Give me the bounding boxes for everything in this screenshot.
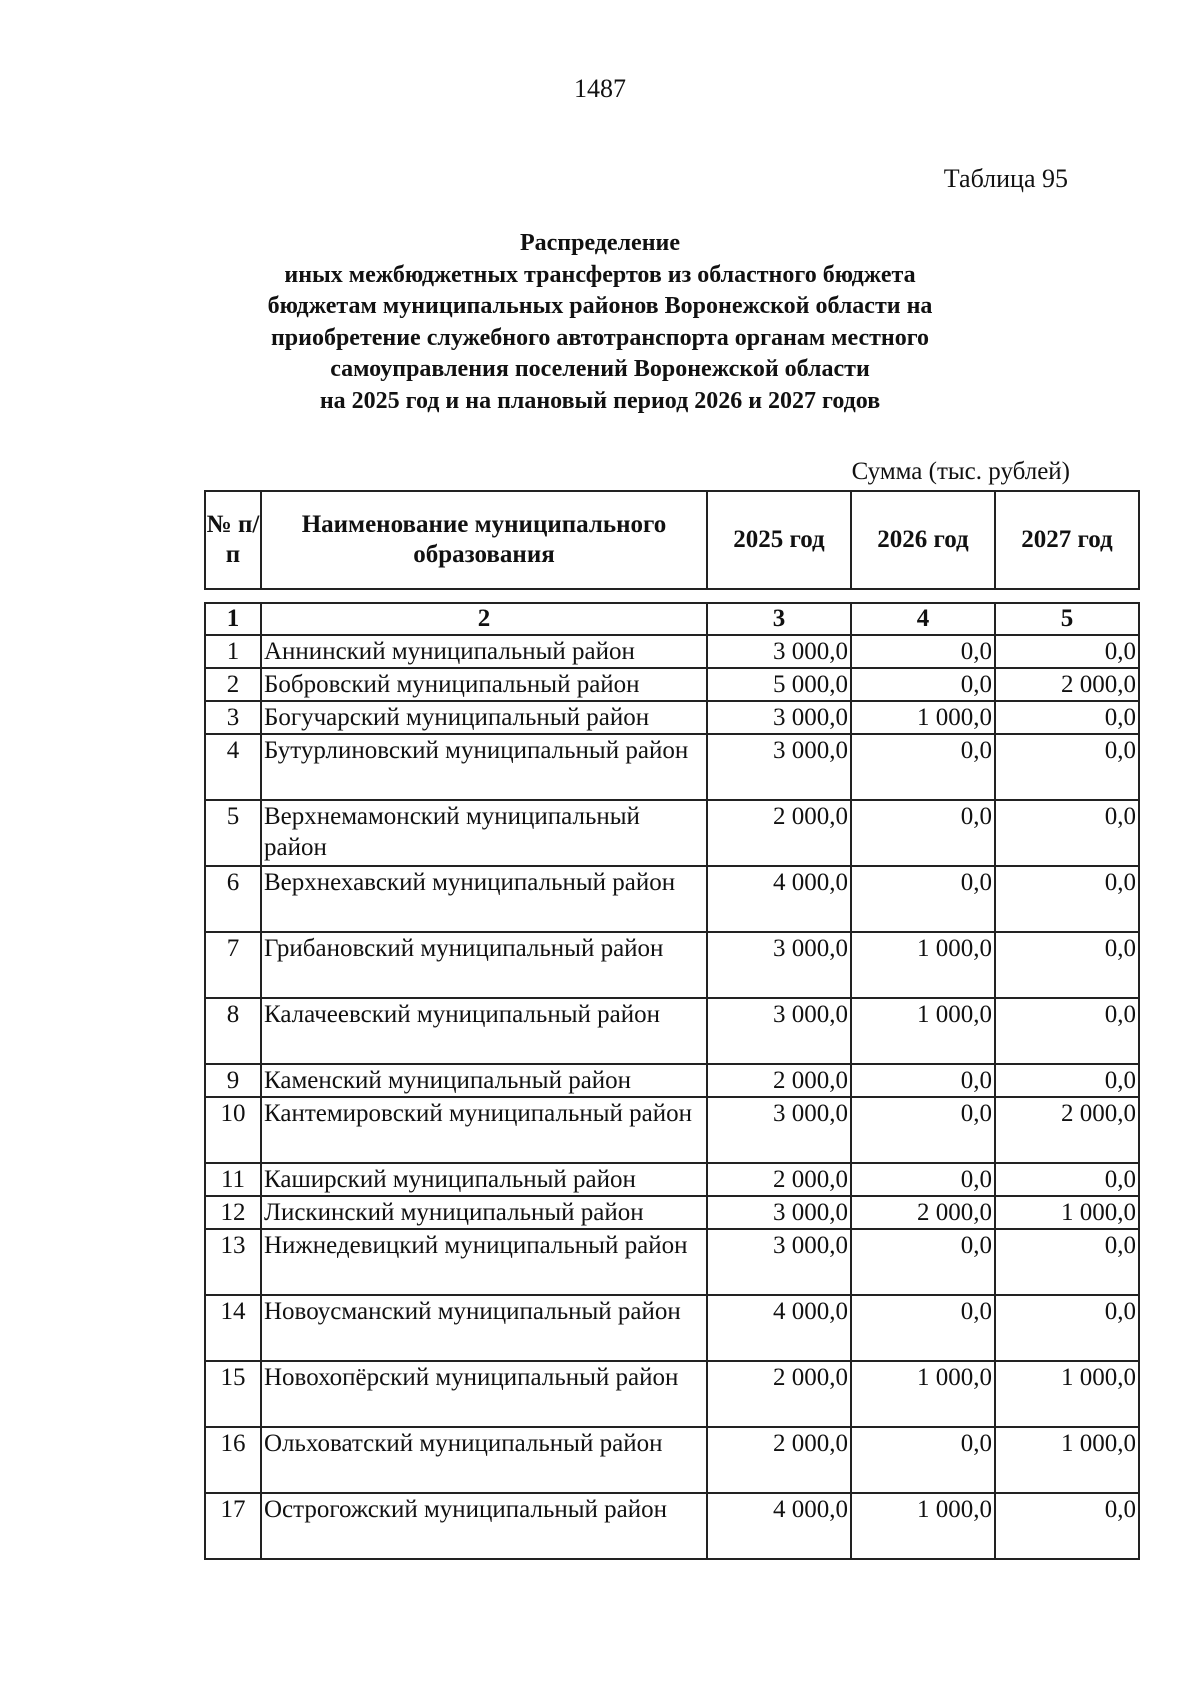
column-number: 2 (261, 603, 707, 635)
district-name: Лискинский муниципальный район (261, 1196, 707, 1229)
header-2026: 2026 год (851, 491, 995, 589)
district-name: Ольховатский муниципальный район (261, 1427, 707, 1493)
value-2027: 1 000,0 (995, 1196, 1139, 1229)
table-row (205, 1097, 1139, 1163)
row-number: 2 (205, 668, 261, 701)
value-2026: 0,0 (851, 1427, 995, 1493)
value-2025: 2 000,0 (707, 1361, 851, 1427)
table-row (205, 734, 1139, 800)
value-2027: 0,0 (995, 1163, 1139, 1196)
row-number: 11 (205, 1163, 261, 1196)
value-2026: 0,0 (851, 800, 995, 866)
value-2026: 0,0 (851, 1163, 995, 1196)
value-2027: 0,0 (995, 1064, 1139, 1097)
value-2027: 0,0 (995, 1493, 1139, 1559)
value-2027: 2 000,0 (995, 668, 1139, 701)
value-2026: 1 000,0 (851, 1361, 995, 1427)
value-2025: 3 000,0 (707, 1229, 851, 1295)
column-number: 1 (205, 603, 261, 635)
row-number: 4 (205, 734, 261, 800)
header-2025: 2025 год (707, 491, 851, 589)
title-line: Распределение (519, 230, 681, 256)
value-2026: 0,0 (851, 734, 995, 800)
title-line: приобретение служебного автотранспорта органам местного (270, 324, 930, 351)
row-number: 9 (205, 1064, 261, 1097)
table-row (205, 1229, 1139, 1295)
title-line: на 2025 год и на плановый период 2026 и 2027 годов (319, 387, 881, 414)
district-name: Новоусманский муниципальный район (261, 1295, 707, 1361)
column-number: 4 (851, 603, 995, 635)
table-label: Таблица 95 (943, 164, 1068, 193)
value-2026: 0,0 (851, 1064, 995, 1097)
value-2027: 1 000,0 (995, 1427, 1139, 1493)
value-2025: 4 000,0 (707, 866, 851, 932)
value-2025: 3 000,0 (707, 1097, 851, 1163)
table-row (205, 1295, 1139, 1361)
table-row (205, 1064, 1139, 1097)
value-2027: 0,0 (995, 635, 1139, 668)
value-2025: 5 000,0 (707, 668, 851, 701)
document-title (150, 228, 1050, 417)
value-2027: 0,0 (995, 1295, 1139, 1361)
value-2026: 1 000,0 (851, 701, 995, 734)
value-2025: 4 000,0 (707, 1493, 851, 1559)
table-row (205, 1163, 1139, 1196)
table-row (205, 668, 1139, 701)
value-2025: 3 000,0 (707, 635, 851, 668)
district-name: Острогожский муниципальный район (261, 1493, 707, 1559)
row-number: 7 (205, 932, 261, 998)
district-name: Каширский муниципальный район (261, 1163, 707, 1196)
data-table (204, 602, 1140, 1560)
table-row (205, 866, 1139, 932)
value-2027: 0,0 (995, 932, 1139, 998)
district-name: Богучарский муниципальный район (261, 701, 707, 734)
value-2026: 0,0 (851, 1097, 995, 1163)
table-row (205, 635, 1139, 668)
page-number: 1487 (574, 74, 626, 103)
table-row (205, 701, 1139, 734)
value-2026: 1 000,0 (851, 1493, 995, 1559)
value-2026: 1 000,0 (851, 932, 995, 998)
value-2027: 0,0 (995, 998, 1139, 1064)
title-line: бюджетам муниципальных районов Воронежской области на (267, 293, 933, 319)
table-row (205, 1196, 1139, 1229)
row-number: 10 (205, 1097, 261, 1163)
row-number: 3 (205, 701, 261, 734)
table-row (205, 998, 1139, 1064)
column-number-row (205, 603, 1139, 635)
value-2027: 2 000,0 (995, 1097, 1139, 1163)
title-line: самоуправления поселений Воронежской области (330, 356, 870, 382)
table-row (205, 800, 1139, 866)
value-2027: 0,0 (995, 701, 1139, 734)
column-number: 5 (995, 603, 1139, 635)
row-number: 12 (205, 1196, 261, 1229)
title-line: иных межбюджетных трансфертов из областного бюджета (284, 261, 916, 288)
row-number: 16 (205, 1427, 261, 1493)
table-row (205, 1361, 1139, 1427)
district-name: Верхнемамонский муниципальный район (261, 800, 707, 866)
district-name: Нижнедевицкий муниципальный район (261, 1229, 707, 1295)
district-name: Каменский муниципальный район (261, 1064, 707, 1097)
value-2025: 3 000,0 (707, 734, 851, 800)
district-name: Верхнехавский муниципальный район (261, 866, 707, 932)
value-2026: 0,0 (851, 668, 995, 701)
row-number: 14 (205, 1295, 261, 1361)
table-row (205, 1493, 1139, 1559)
value-2025: 2 000,0 (707, 1427, 851, 1493)
value-2027: 0,0 (995, 800, 1139, 866)
value-2025: 3 000,0 (707, 932, 851, 998)
value-2025: 3 000,0 (707, 1196, 851, 1229)
row-number: 6 (205, 866, 261, 932)
value-2027: 0,0 (995, 734, 1139, 800)
value-2025: 4 000,0 (707, 1295, 851, 1361)
value-2026: 0,0 (851, 1229, 995, 1295)
district-name: Кантемировский муниципальный район (261, 1097, 707, 1163)
district-name: Бобровский муниципальный район (261, 668, 707, 701)
row-number: 15 (205, 1361, 261, 1427)
row-number: 5 (205, 800, 261, 866)
table-header (204, 490, 1140, 590)
value-2025: 2 000,0 (707, 1064, 851, 1097)
value-2026: 1 000,0 (851, 998, 995, 1064)
header-name: Наименование муниципального образования (261, 491, 707, 589)
value-2025: 3 000,0 (707, 998, 851, 1064)
row-number: 13 (205, 1229, 261, 1295)
header-2027: 2027 год (995, 491, 1139, 589)
units-label: Сумма (тыс. рублей) (851, 458, 1070, 485)
value-2027: 0,0 (995, 1229, 1139, 1295)
row-number: 8 (205, 998, 261, 1064)
value-2025: 3 000,0 (707, 701, 851, 734)
table-row (205, 932, 1139, 998)
district-name: Грибановский муниципальный район (261, 932, 707, 998)
value-2027: 0,0 (995, 866, 1139, 932)
row-number: 17 (205, 1493, 261, 1559)
value-2025: 2 000,0 (707, 800, 851, 866)
header-num: № п/п (205, 491, 261, 589)
value-2026: 2 000,0 (851, 1196, 995, 1229)
value-2026: 0,0 (851, 866, 995, 932)
value-2025: 2 000,0 (707, 1163, 851, 1196)
row-number: 1 (205, 635, 261, 668)
column-number: 3 (707, 603, 851, 635)
value-2026: 0,0 (851, 635, 995, 668)
district-name: Новохопёрский муниципальный район (261, 1361, 707, 1427)
value-2026: 0,0 (851, 1295, 995, 1361)
district-name: Калачеевский муниципальный район (261, 998, 707, 1064)
table-row (205, 1427, 1139, 1493)
district-name: Аннинский муниципальный район (261, 635, 707, 668)
value-2027: 1 000,0 (995, 1361, 1139, 1427)
district-name: Бутурлиновский муниципальный район (261, 734, 707, 800)
